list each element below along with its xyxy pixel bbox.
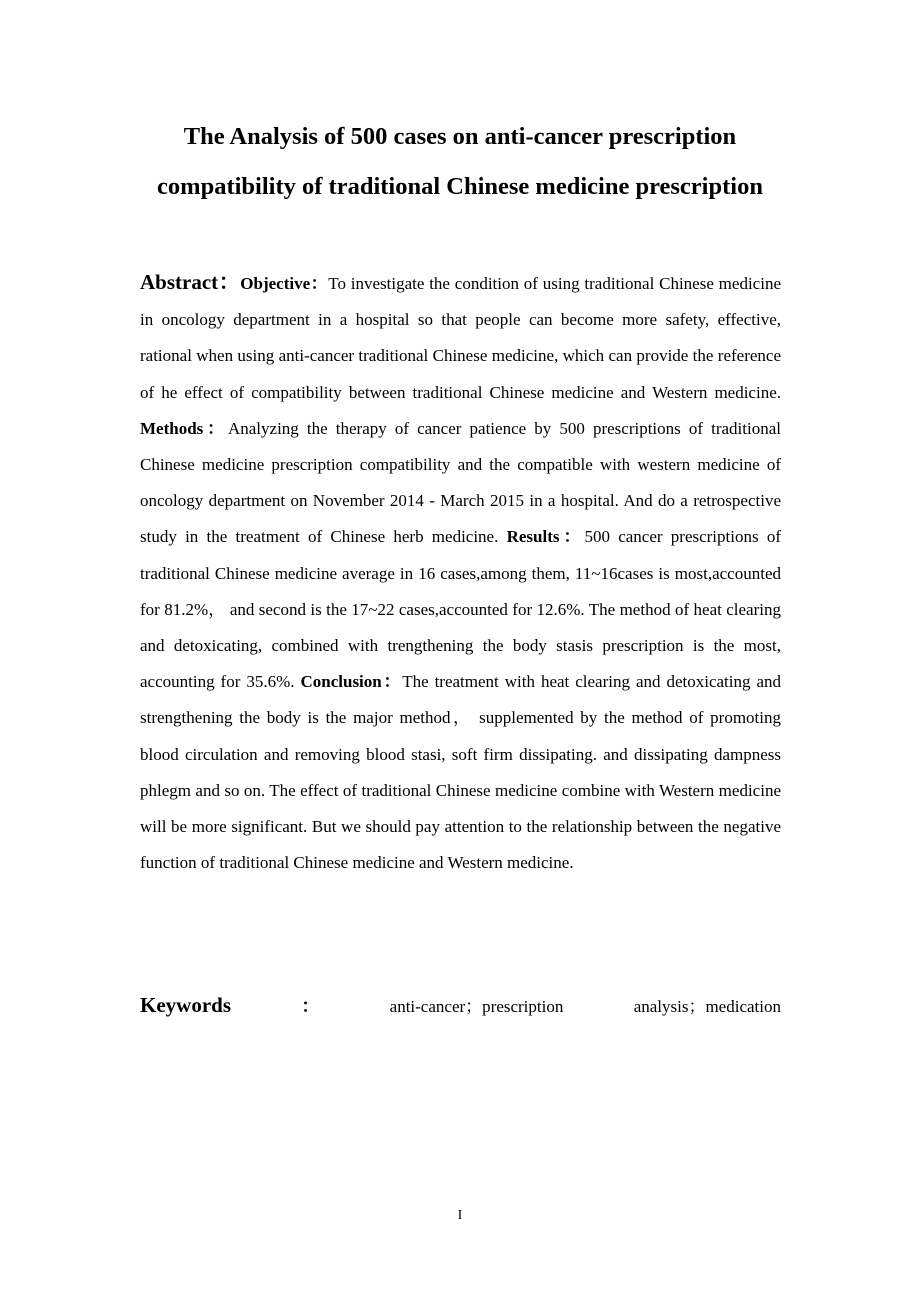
results-label: Results： xyxy=(506,527,585,547)
keyword-item: analysis；medication xyxy=(633,997,781,1016)
conclusion-text: The treatment with heat clearing and detoxicating and strengthening the body is the major method， supplemented by the method of promoting blood circulation and removing blood stasi, soft firm dissipating. and dissipating dampness phlegm and so on. The effect of traditional Chinese medicine combine with Western medicine will be more significant. But we should pay attention to the relationship between the negative function of traditional Chinese medicine and Western medicine. xyxy=(140,672,781,873)
title-line-1: The Analysis of 500 cases on anti-cancer prescription xyxy=(183,123,737,150)
abstract-label: Abstract： xyxy=(140,270,241,294)
abstract-paragraph xyxy=(140,264,781,881)
title-line-2: compatibility of traditional Chinese medicine prescription xyxy=(157,173,763,200)
objective-text: To investigate the condition of using traditional Chinese medicine in oncology department in a hospital so that people can become more safety, effective, rational when using anti-cancer traditional Chinese medicine, which can provide the reference of he effect of compatibility between traditional Chinese medicine and Western medicine. xyxy=(140,274,781,402)
methods-label: Methods： xyxy=(140,418,228,438)
conclusion-label: Conclusion： xyxy=(300,672,403,692)
paper-title xyxy=(100,112,820,212)
keywords-label: Keywords xyxy=(140,993,231,1017)
results-text: 500 cancer prescriptions of traditional Chinese medicine average in 16 cases,among them, 11~16cases is most,accounted for 81.2%， and second is the 17~22 cases,accounted for 12.6%. The method of heat clearing and detoxicating, combined with trengthening the body stasis prescription is the most, accounting for 35.6%. xyxy=(140,527,781,692)
keywords-colon: ： xyxy=(301,996,320,1016)
keyword-item: anti-cancer；prescription xyxy=(389,997,564,1016)
keywords-line xyxy=(140,988,781,1024)
objective-label: Objective： xyxy=(240,274,329,293)
page-number: I xyxy=(457,1208,463,1223)
methods-text: Analyzing the therapy of cancer patience by 500 prescriptions of traditional Chinese medicine prescription compatibility and the compatible with western medicine of oncology department on November 2014 - March 2015 in a hospital. And do a retrospective study in the treatment of Chinese herb medicine. xyxy=(140,418,781,547)
